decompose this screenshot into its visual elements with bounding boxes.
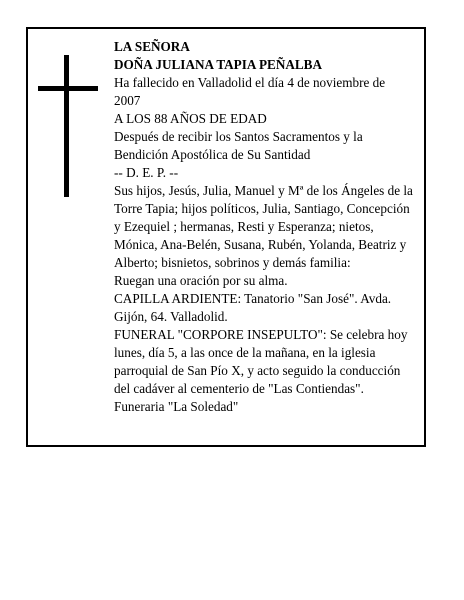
age-line: A LOS 88 AÑOS DE EDAD (114, 111, 267, 126)
rip-line: -- D. E. P. -- (114, 165, 179, 180)
funeral-info: FUNERAL "CORPORE INSEPULTO": Se celebra hoy lunes, día 5, a las once de la mañana, en la iglesia parroquial de San Pío X, y acto seguido la conducción del cadáver al cementerio de "Las Contiendas". (114, 327, 408, 396)
sacraments-line: Después de recibir los Santos Sacramentos y la Bendición Apostólica de Su Santidad (114, 129, 363, 162)
cross-icon (38, 55, 98, 197)
cross-vertical-bar (64, 55, 69, 197)
cross-horizontal-bar (38, 86, 98, 91)
family-paragraph: Sus hijos, Jesús, Julia, Manuel y Mª de los Ángeles de la Torre Tapia; hijos políticos, Julia, Santiago, Concepción y Ezequiel ; hermanas, Resti y Esperanza; nietos, Mónica, Ana-Belén, Susana, Rubén, Yolanda, Beatriz y Alberto; bisnietos, sobrinos y demás familia: (114, 183, 413, 270)
notice-heading: LA SEÑORA (114, 39, 190, 54)
obituary-text (114, 38, 414, 416)
funeral-home: Funeraria "La Soledad" (114, 399, 239, 414)
chapel-info: CAPILLA ARDIENTE: Tanatorio "San José". Avda. Gijón, 64. Valladolid. (114, 291, 392, 324)
prayer-line: Ruegan una oración por su alma. (114, 273, 288, 288)
deceased-name: DOÑA JULIANA TAPIA PEÑALBA (114, 57, 322, 72)
death-info: Ha fallecido en Valladolid el día 4 de noviembre de 2007 (114, 75, 386, 108)
